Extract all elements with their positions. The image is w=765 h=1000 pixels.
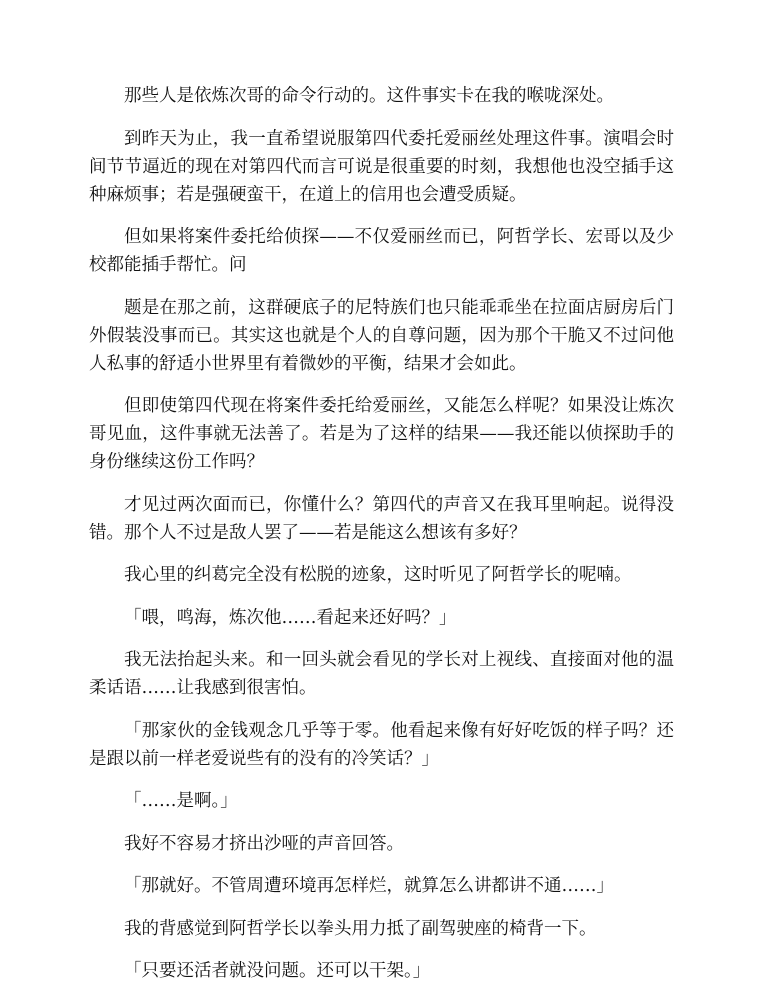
paragraph: 但如果将案件委托给侦探——不仅爱丽丝而已，阿哲学长、宏哥以及少校都能插手帮忙。问 [89, 227, 674, 275]
paragraph: 那些人是依炼次哥的命令行动的。这件事实卡在我的喉咙深处。 [124, 86, 614, 106]
paragraph: 题是在那之前，这群硬底子的尼特族们也只能乖乖坐在拉面店厨房后门外假装没事而已。其实这也就是个人的自尊问题，因为那个干脆又不过问他人私事的舒适小世界里有着微妙的平衡，结果才会如此。 [89, 297, 674, 374]
dialogue-line: 「……是啊。」 [124, 791, 238, 811]
dialogue-line: 「喂，鸣海，炼次他……看起来还好吗？」 [124, 607, 457, 628]
dialogue-line: 「只要还活者就没问题。还可以干架。」 [124, 961, 431, 981]
paragraph: 我好不容易才挤出沙哑的声音回答。 [124, 833, 404, 854]
paragraph: 我的背感觉到阿哲学长以拳头用力抵了副驾驶座的椅背一下。 [124, 918, 597, 939]
book-page-text [89, 82, 674, 1000]
paragraph: 才见过两次面而已，你懂什么？第四代的声音又在我耳里响起。说得没错。那个人不过是敌人罢了——若是能这么想该有多好？ [89, 494, 674, 543]
paragraph: 但即使第四代现在将案件委托给爱丽丝，又能怎么样呢？如果没让炼次哥见血，这件事就无法善了。若是为了这样的结果——我还能以侦探助手的身份继续这份工作吗？ [89, 396, 674, 472]
dialogue-line: 「那就好。不管周遭环境再怎样烂，就算怎么讲都讲不通……」 [124, 876, 614, 896]
paragraph: 到昨天为止，我一直希望说服第四代委托爱丽丝处理这件事。演唱会时间节节逼近的现在对第四代而言可说是很重要的时刻，我想他也没空插手这种麻烦事；若是强硬蛮干，在道上的信用也会遭受质疑。 [89, 128, 674, 205]
paragraph: 我心里的纠葛完全没有松脱的迹象，这时听见了阿哲学长的呢喃。 [124, 565, 632, 585]
dialogue-line: 「那家伙的金钱观念几乎等于零。他看起来像有好好吃饭的样子吗？还是跟以前一样老爱说些有的没有的冷笑话？」 [89, 720, 674, 769]
paragraph: 我无法抬起头来。和一回头就会看见的学长对上视线、直接面对他的温柔话语……让我感到很害怕。 [89, 650, 674, 698]
